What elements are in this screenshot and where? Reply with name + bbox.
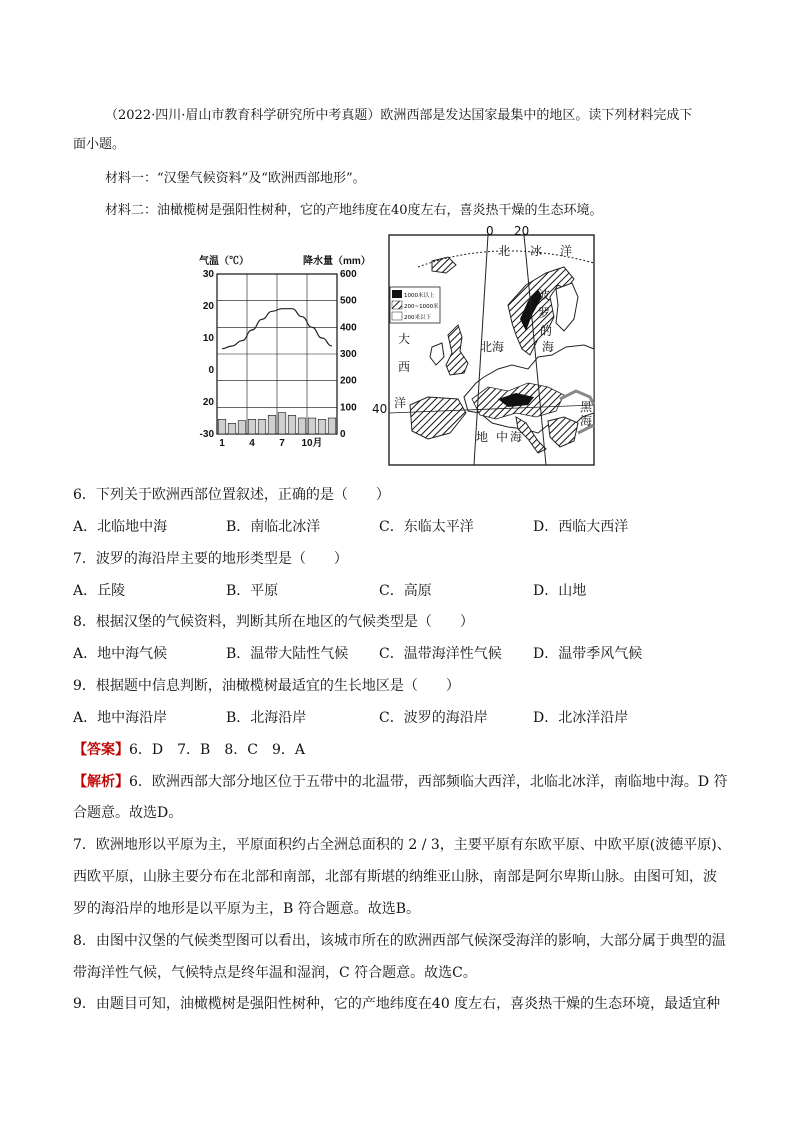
temp-tick-label: 20 xyxy=(202,397,214,408)
legend-label-low: 200米以下 xyxy=(404,315,431,321)
analysis-7-line-2: 西欧平原，山脉主要分布在北部和南部，北部有斯堪的纳维亚山脉，南部是阿尔卑斯山脉。由图可知，波 xyxy=(73,869,717,885)
north-sea-label-2: 海 xyxy=(492,340,505,354)
precip-bar xyxy=(328,418,336,434)
temp-tick-label: 10 xyxy=(202,333,214,344)
q6-option-b[interactable]: B．南临北冰洋 xyxy=(226,519,321,535)
precip-tick-label: 300 xyxy=(340,349,357,360)
precip-bar xyxy=(238,421,246,434)
ocean-label-north-1: 北 xyxy=(498,244,511,258)
q9-option-a[interactable]: A．地中海沿岸 xyxy=(73,710,168,726)
ocean-label-north-3: 洋 xyxy=(560,244,573,258)
question-6-stem: 6．下列关于欧洲西部位置叙述，正确的是（ ） xyxy=(73,487,390,503)
q6-option-a[interactable]: A．北临地中海 xyxy=(73,519,168,535)
north-sea-label-1: 北 xyxy=(480,340,493,354)
material-1: 材料一：“汉堡气候资料”及“欧洲西部地形”。 xyxy=(105,171,366,186)
med-label-2: 中 xyxy=(496,430,509,444)
material-2: 材料二：油橄榄树是强阳性树种，它的产地纬度在40度左右，喜炎热干燥的生态环境。 xyxy=(105,203,603,218)
temp-tick-label: 20 xyxy=(202,301,214,312)
question-9-stem: 9．根据题中信息判断，油橄榄树最适宜的生长地区是（ ） xyxy=(73,678,460,694)
meridian-label-0: 0 xyxy=(486,224,494,238)
precip-bar xyxy=(288,415,296,434)
q8-option-b[interactable]: B．温带大陆性气候 xyxy=(226,646,349,662)
ocean-label-atlantic-2: 西 xyxy=(398,360,411,374)
analysis-7-line-3: 罗的海沿岸的地形是以平原为主，B 符合题意。故选B。 xyxy=(73,901,421,917)
precip-bar xyxy=(258,419,266,434)
precip-tick-label: 0 xyxy=(340,429,346,440)
month-tick-label: 4 xyxy=(249,438,255,449)
legend-swatch-mid xyxy=(392,301,402,309)
analysis-8-line-1: 8．由图中汉堡的气候类型图可以看出，该城市所在的欧洲西部气候深受海洋的影响，大部分属于典型的温 xyxy=(73,933,726,949)
analysis-6-text: 6．欧洲西部大部分地区位于五带中的北温带，西部频临大西洋，北临北冰洋，南临地中海。D 符 xyxy=(129,774,728,790)
ocean-label-atlantic-1: 大 xyxy=(398,332,411,346)
hamburg-climate-chart xyxy=(195,250,371,450)
temp-axis-label: 气温（℃） xyxy=(199,256,249,267)
q7-option-b[interactable]: B．平原 xyxy=(226,583,279,599)
q8-option-a[interactable]: A．地中海气候 xyxy=(73,646,168,662)
q7-option-c[interactable]: C．高原 xyxy=(379,583,432,599)
baltic-label-1: 波 xyxy=(538,288,551,302)
question-7-stem: 7．波罗的海沿岸主要的地形类型是（ ） xyxy=(73,551,348,567)
analysis-7-line-1: 7．欧洲地形以平原为主，平原面积约占全洲总面积的 2 / 3，主要平原有东欧平原、中欧平原(波德平原)、 xyxy=(73,837,731,853)
meridian-label-20: 20 xyxy=(514,224,530,238)
med-label-3: 海 xyxy=(510,430,523,444)
q6-option-d[interactable]: D．西临大西洋 xyxy=(533,519,629,535)
legend-label-high: 1000米以上 xyxy=(404,293,435,299)
answer-tag: 【答案】 xyxy=(73,742,129,758)
q9-option-b[interactable]: B．北海沿岸 xyxy=(226,710,307,726)
baltic-label-3: 的 xyxy=(540,324,553,338)
precip-tick-label: 600 xyxy=(340,269,357,280)
month-tick-label: 1 xyxy=(219,438,225,449)
precip-bar xyxy=(268,415,276,434)
question-8-stem: 8．根据汉堡的气候资料，判断其所在地区的气候类型是（ ） xyxy=(73,614,474,630)
precip-bar xyxy=(218,419,226,434)
intro-line-2: 面小题。 xyxy=(73,137,126,152)
analysis-6-line-1 xyxy=(73,771,728,791)
black-sea-label-1: 黑 xyxy=(580,400,593,414)
temp-tick-label: 0 xyxy=(208,365,214,376)
precip-bar xyxy=(248,419,256,434)
precip-tick-label: 100 xyxy=(340,402,357,414)
q8-option-d[interactable]: D．温带季风气候 xyxy=(533,646,643,662)
analysis-6-line-2: 合题意。故选D。 xyxy=(73,805,183,821)
precip-bar xyxy=(318,419,326,434)
ocean-label-atlantic-3: 洋 xyxy=(394,396,407,410)
precip-bar xyxy=(308,418,316,434)
ocean-label-north-2: 冰 xyxy=(530,244,543,258)
legend-swatch-low xyxy=(392,312,402,320)
intro-line-1: （2022·四川·眉山市教育科学研究所中考真题）欧洲西部是发达国家最集中的地区。读下列材料完成下 xyxy=(105,108,693,123)
precip-bar xyxy=(278,413,286,434)
q6-option-c[interactable]: C．东临太平洋 xyxy=(379,519,474,535)
answer-text: 6．D 7．B 8．C 9．A xyxy=(129,742,305,758)
precip-tick-label: 400 xyxy=(340,322,357,334)
q9-option-c[interactable]: C．波罗的海沿岸 xyxy=(379,710,488,726)
precip-bar xyxy=(228,423,236,434)
q7-option-a[interactable]: A．丘陵 xyxy=(73,583,126,599)
precip-tick-label: 500 xyxy=(340,295,357,307)
baltic-label-2: 罗 xyxy=(538,306,551,320)
western-europe-map xyxy=(372,224,596,467)
q7-option-d[interactable]: D．山地 xyxy=(533,583,587,599)
q8-option-c[interactable]: C．温带海洋性气候 xyxy=(379,646,502,662)
analysis-8-line-2: 带海洋性气候，气候特点是终年温和湿润，C 符合题意。故选C。 xyxy=(73,965,477,981)
precip-axis-label: 降水量（mm） xyxy=(303,256,371,267)
answer-line xyxy=(73,739,305,759)
month-tick-label: 10月 xyxy=(301,438,323,449)
baltic-label-4: 海 xyxy=(542,340,555,354)
lat-label-40: 40 xyxy=(372,402,388,416)
month-tick-label: 7 xyxy=(279,438,285,449)
legend-label-mid: 200~1000米 xyxy=(404,304,439,310)
analysis-tag: 【解析】 xyxy=(73,774,129,790)
temp-tick-label: 30 xyxy=(202,269,214,280)
precip-bar xyxy=(298,418,306,434)
q9-option-d[interactable]: D．北冰洋沿岸 xyxy=(533,710,629,726)
analysis-9-line-1: 9．由题目可知，油橄榄树是强阳性树种，它的产地纬度在40 度左右，喜炎热干燥的生态环境，最适宜种 xyxy=(73,996,721,1012)
med-label-1: 地 xyxy=(476,430,489,444)
temp-tick-label: -30 xyxy=(199,429,214,440)
black-sea-label-2: 海 xyxy=(580,414,593,428)
precip-tick-label: 200 xyxy=(340,375,357,387)
legend-swatch-high xyxy=(392,290,402,298)
